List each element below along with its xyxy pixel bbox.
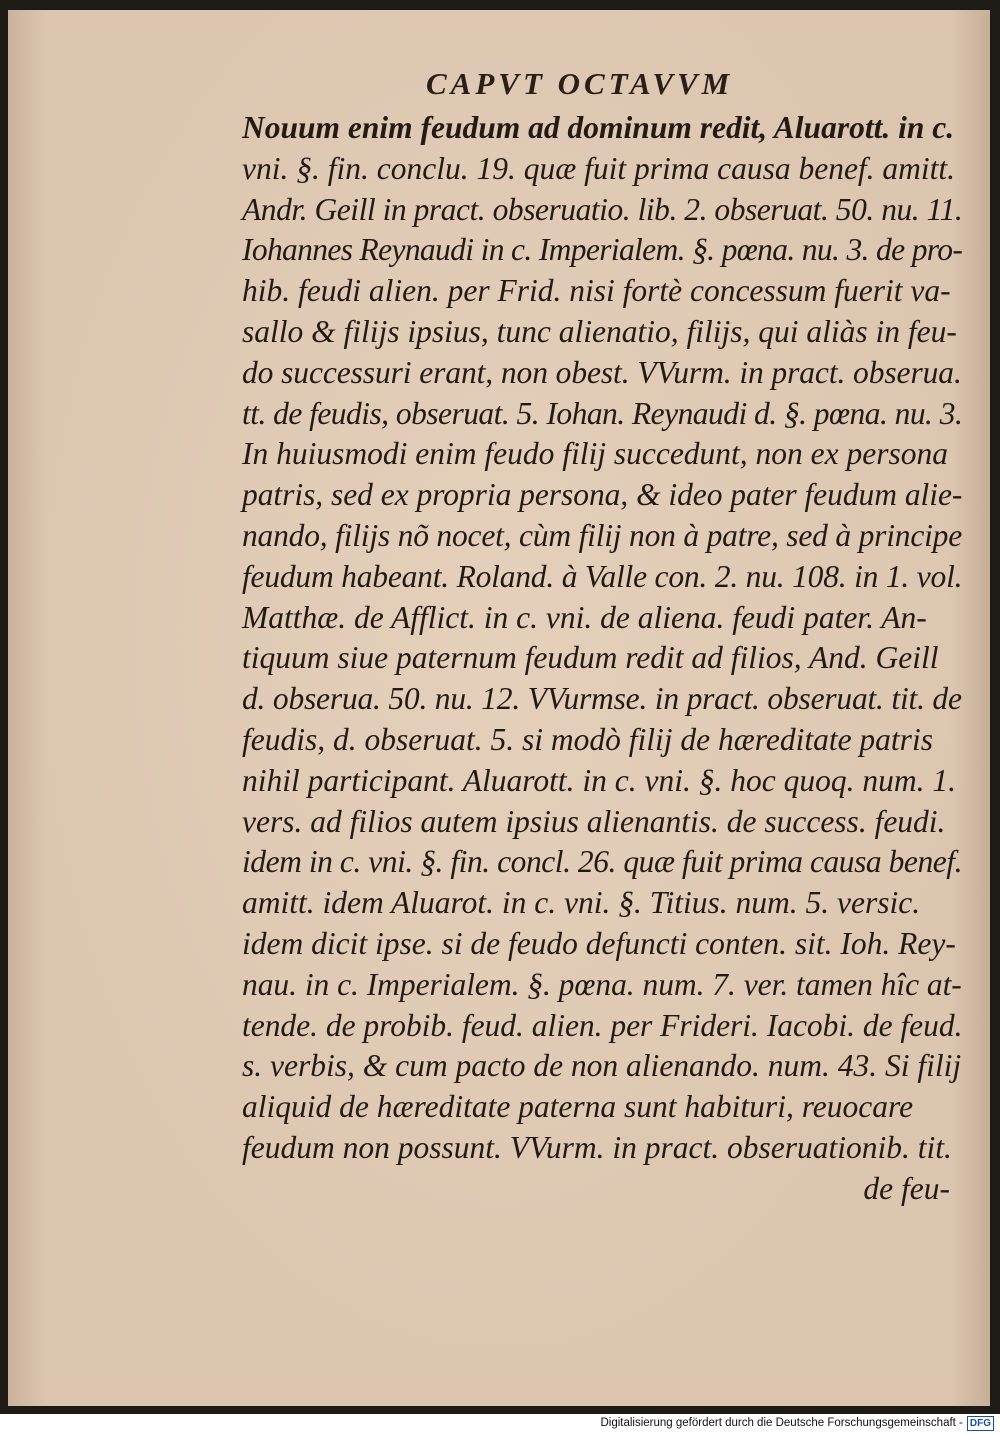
text-line: In huiusmodi enim feudo filij succedunt, non ex persona [242, 436, 949, 472]
text-line: Andr. Geill in pract. obseruatio. lib. 2. obseruat. 50. nu. 11. [242, 191, 963, 227]
text-line: d. obserua. 50. nu. 12. VVurmse. in pract. obseruat. tit. de [242, 681, 962, 717]
text-line: patris, sed ex propria persona, & ideo pater feudum alie- [242, 477, 963, 513]
funding-credit: Digitalisierung gefördert durch die Deutsche Forschungsgemeinschaft - [600, 1417, 963, 1429]
text-line: nau. in c. Imperialem. §. pœna. num. 7. ver. tamen hîc at- [242, 966, 962, 1002]
text-line: idem dicit ipse. si de feudo defuncti conten. sit. Ioh. Rey- [242, 925, 956, 961]
text-line: de feu- [863, 1170, 950, 1206]
text-line: vers. ad filios autem ipsius alienantis. de success. feudi. [242, 803, 946, 839]
text-line: vni. §. fin. conclu. 19. quæ fuit prima causa benef. amitt. [242, 150, 956, 186]
text-line: Nouum enim feudum ad dominum redit, Aluarott. in c. [242, 110, 955, 145]
page-scan [8, 10, 990, 1406]
text-line: nando, filijs nõ nocet, cùm filij non à patre, sed à principe [242, 517, 963, 553]
text-line: tende. de probib. feud. alien. per Frideri. Iacobi. de feud. [242, 1007, 963, 1043]
text-line: tt. de feudis, obseruat. 5. Iohan. Reynaudi d. §. pœna. nu. 3. [242, 395, 963, 431]
text-line: amitt. idem Aluarot. in c. vni. §. Titius. num. 5. versic. [242, 885, 921, 921]
dfg-logo: DFG [967, 1416, 994, 1431]
text-line: Matthæ. de Afflict. in c. vni. de aliena. feudi pater. An- [242, 599, 927, 635]
text-line: nihil participant. Aluarott. in c. vni. §. hoc quoq. num. 1. [242, 762, 956, 798]
text-line: hib. feudi alien. per Frid. nisi fortè concessum fuerit va- [242, 273, 951, 309]
text-line: feudis, d. obseruat. 5. si modò filij de hæreditate patris [242, 721, 933, 757]
text-line: s. verbis, & cum pacto de non alienando. num. 43. Si filij [242, 1048, 962, 1084]
text-line: do successuri erant, non obest. VVurm. in pract. obserua. [242, 354, 962, 390]
digitization-footer [600, 1414, 994, 1432]
text-line: feudum habeant. Roland. à Valle con. 2. nu. 108. in 1. vol. [242, 558, 963, 594]
running-head: CAPVT OCTAVVM [426, 66, 734, 101]
body-text [242, 108, 962, 1210]
text-line: idem in c. vni. §. fin. concl. 26. quæ fuit prima causa benef. [242, 844, 963, 880]
text-line: Iohannes Reynaudi in c. Imperialem. §. pœna. nu. 3. de pro- [242, 232, 963, 268]
text-line: tiquum siue paternum feudum redit ad filios, And. Geill [242, 640, 939, 676]
text-line: sallo & filijs ipsius, tunc alienatio, filijs, qui aliàs in feu- [242, 313, 957, 349]
text-line: aliquid de hæreditate paterna sunt habituri, reuocare [242, 1089, 914, 1125]
text-line: feudum non possunt. VVurm. in pract. obseruationib. tit. [242, 1129, 952, 1165]
